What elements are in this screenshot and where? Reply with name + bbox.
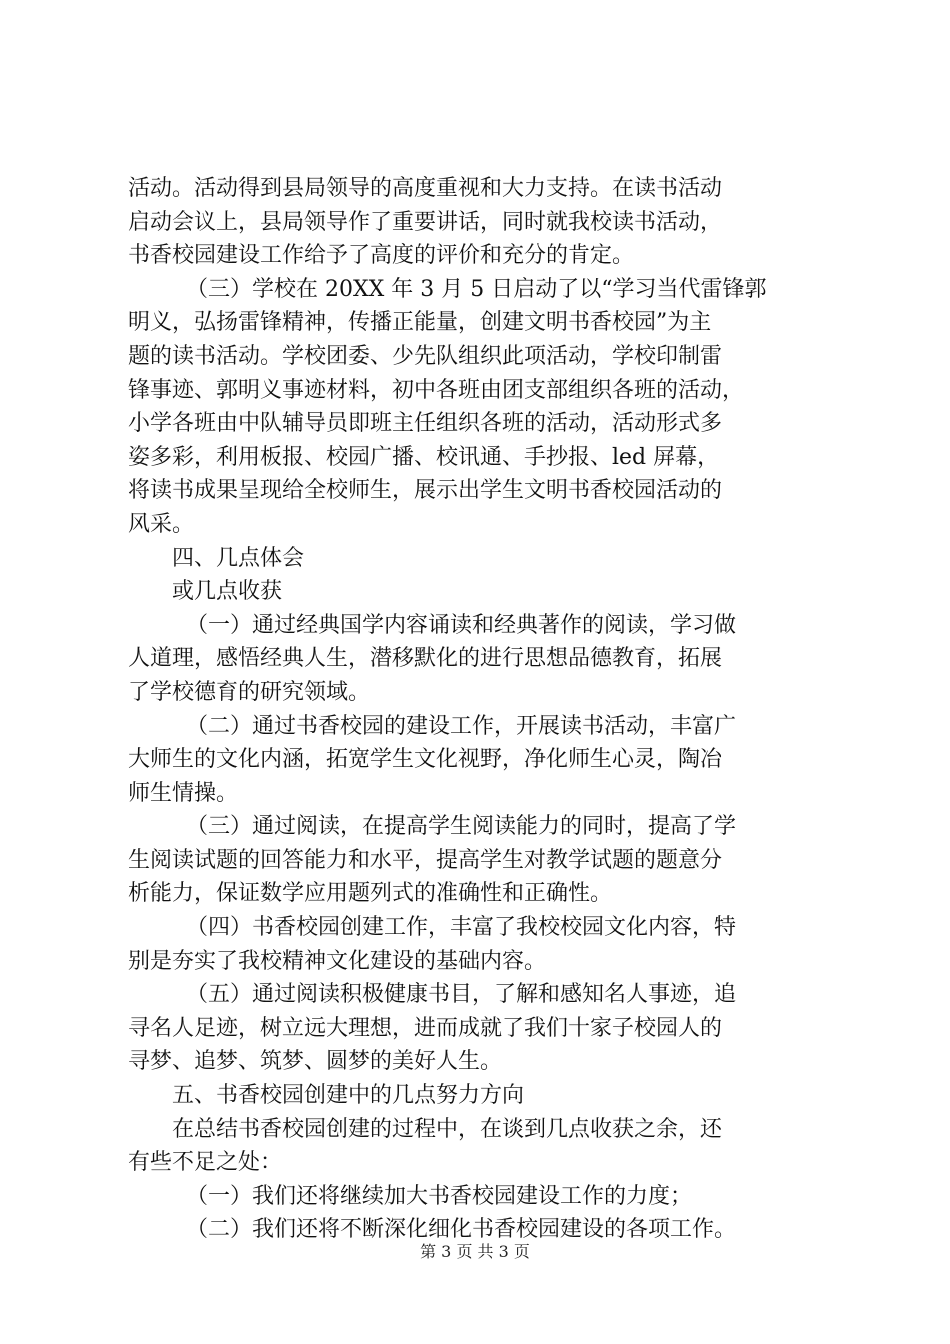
text-line: （一）我们还将继续加大书香校园建设工作的力度； <box>186 1183 693 1209</box>
text-line: 生阅读试题的回答能力和水平，提高学生对教学试题的题意分 <box>128 847 723 873</box>
document-body <box>128 172 834 1247</box>
text-line: 姿多彩，利用板报、校园广播、校讯通、手抄报、led 屏幕， <box>128 444 720 470</box>
text-line: 书香校园建设工作给予了高度的评价和充分的肯定。 <box>128 243 635 269</box>
text-line: 师生情操。 <box>128 780 239 806</box>
text-line: 将读书成果呈现给全校师生，展示出学生文明书香校园活动的 <box>128 478 723 504</box>
text-line: 寻名人足迹，树立远大理想，进而成就了我们十家子校园人的 <box>128 1015 723 1041</box>
text-line: 析能力，保证数学应用题列式的准确性和正确性。 <box>128 881 613 907</box>
text-line: 四、几点体会 <box>172 545 305 571</box>
text-line: 小学各班由中队辅导员即班主任组织各班的活动，活动形式多 <box>128 411 723 437</box>
text-line: 大师生的文化内涵，拓宽学生文化视野，净化师生心灵，陶冶 <box>128 747 723 773</box>
text-line: 寻梦、追梦、筑梦、圆梦的美好人生。 <box>128 1049 503 1075</box>
text-line: 了学校德育的研究领域。 <box>128 679 371 705</box>
text-line: （四）书香校园创建工作，丰富了我校校园文化内容，特 <box>186 915 737 941</box>
text-line: 或几点收获 <box>172 579 283 605</box>
text-line: （二）我们还将不断深化细化书香校园建设的各项工作。 <box>186 1217 737 1243</box>
text-line: 题的读书活动。学校团委、少先队组织此项活动，学校印制雷 <box>128 343 723 369</box>
text-line: （五）通过阅读积极健康书目，了解和感知名人事迹，追 <box>186 982 737 1008</box>
text-line: （一）通过经典国学内容诵读和经典著作的阅读，学习做 <box>186 612 737 638</box>
text-line: （三）学校在 20XX 年 3 月 5 日启动了以“学习当代雷锋郭 <box>186 276 767 302</box>
text-line: 人道理，感悟经典人生，潜移默化的进行思想品德教育，拓展 <box>128 646 723 672</box>
text-line: 有些不足之处： <box>128 1150 283 1176</box>
text-line: 启动会议上，县局领导作了重要讲话，同时就我校读书活动， <box>128 209 723 235</box>
text-line: 在总结书香校园创建的过程中，在谈到几点收获之余，还 <box>172 1116 723 1142</box>
text-line: （二）通过书香校园的建设工作，开展读书活动，丰富广 <box>186 713 737 739</box>
page-footer: 第 3 页 共 3 页 <box>420 1242 530 1261</box>
text-line: 五、书香校园创建中的几点努力方向 <box>172 1083 525 1109</box>
text-line: （三）通过阅读，在提高学生阅读能力的同时，提高了学 <box>186 814 737 840</box>
text-line: 锋事迹、郭明义事迹材料，初中各班由团支部组织各班的活动， <box>128 377 745 403</box>
text-line: 明义，弘扬雷锋精神，传播正能量，创建文明书香校园”为主 <box>128 310 712 336</box>
text-line: 别是夯实了我校精神文化建设的基础内容。 <box>128 948 547 974</box>
text-line: 活动。活动得到县局领导的高度重视和大力支持。在读书活动 <box>128 176 723 201</box>
text-line: 风采。 <box>128 511 195 537</box>
